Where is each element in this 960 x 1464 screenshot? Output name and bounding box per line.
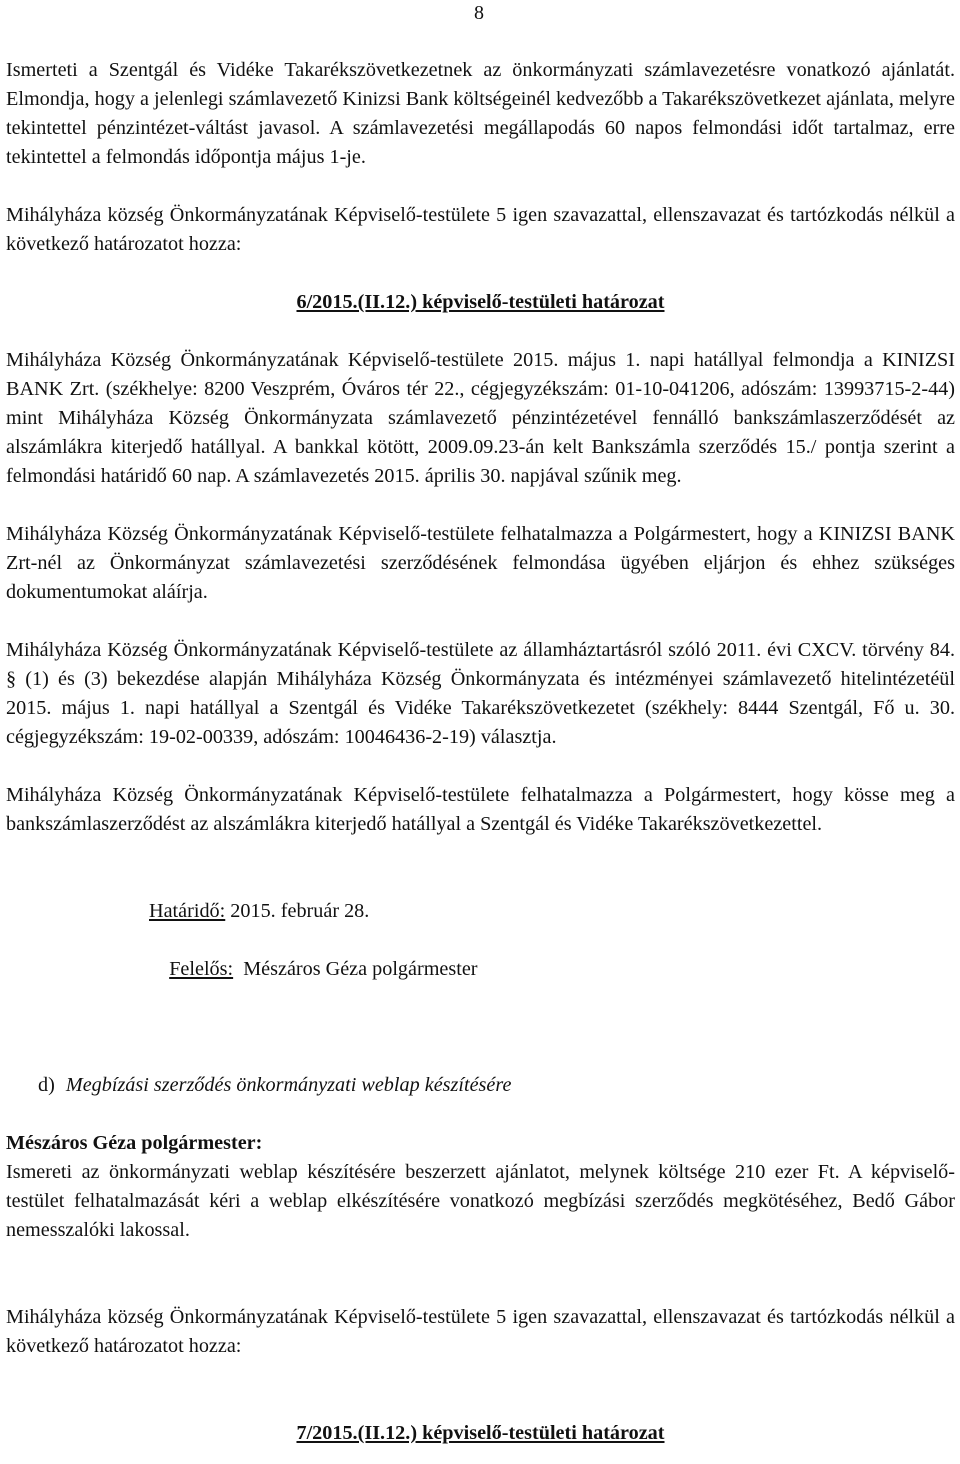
paragraph-termination: Mihályháza Község Önkormányzatának Képviselő-testülete 2015. május 1. napi hatállyal felmondja a KINIZSI BANK Zrt. (székhelye: 8200 Veszprém, Óváros tér 22., cégjegyzékszám: 01-10-041206, adószám: 13993715-2-44) mint Mihályháza Község Önkormányzata számlavezető pénzintézetével fennálló bankszámlaszerződését az alszámlákra kiterjedő hatállyal. A bankkal kötött, 2009.09.23-án kelt Bankszámla szerződés 15./ pontja szerint a felmondási határidő 60 nap. A számlavezetés 2015. április 30. napjával szűnik meg.	[6, 349, 955, 487]
responsible-value: Mészáros Géza polgármester	[233, 958, 478, 980]
deadline-label: Határidő:	[149, 900, 226, 922]
section-d-letter: d)	[38, 1074, 55, 1096]
paragraph-selection: Mihályháza Község Önkormányzatának Képviselő-testülete az államháztartásról szóló 2011. évi CXCV. törvény 84. § (1) és (3) bekezdése alapján Mihályháza Község Önkormányzata és intézményei számlavezető hitelintézetéül 2015. május 1. napi hatállyal a Szentgál és Vidéke Takarékszövetkezetet (székhely: 8444 Szentgál, Fő u. 30. cégjegyzékszám: 19-02-00339, adószám: 10046436-2-19) választja.	[6, 639, 955, 748]
page-number: 8	[474, 2, 484, 24]
deadline-line	[6, 897, 955, 926]
paragraph-authorization-1: Mihályháza Község Önkormányzatának Képviselő-testülete felhatalmazza a Polgármestert, hogy a KINIZSI BANK Zrt-nél az Önkormányzat számlavezetési szerződésének felmondása ügyében eljárjon és ehhez szükséges dokumentumokat aláírja.	[6, 523, 955, 603]
resolution-title-6: 6/2015.(II.12.) képviselő-testületi határozat	[296, 291, 665, 313]
document-body	[6, 56, 955, 1448]
paragraph-vote-1: Mihályháza község Önkormányzatának Képviselő-testülete 5 igen szavazattal, ellenszavazat és tartózkodás nélkül a következő határozatot hozza:	[6, 204, 955, 255]
resolution-title-7: 7/2015.(II.12.) képviselő-testületi határozat	[296, 1422, 665, 1444]
responsible-line	[6, 926, 955, 1013]
paragraph-vote-2: Mihályháza község Önkormányzatának Képviselő-testülete 5 igen szavazattal, ellenszavazat és tartózkodás nélkül a következő határozatot hozza:	[6, 1306, 955, 1357]
responsible-label: Felelős:	[169, 958, 234, 980]
paragraph-offer: Ismerteti a Szentgál és Vidéke Takarékszövetkezetnek az önkormányzati számlavezetésre vonatkozó ajánlatát. Elmondja, hogy a jelenlegi számlavezető Kinizsi Bank költségeinél kedvezőbb a Takarékszövetkezet ajánlata, melyre tekintettel pénzintézet-váltást javasol. A számlavezetési megállapodás 60 napos felmondási időt tartalmaz, erre tekintettel a felmondás időpontja május 1-je.	[6, 59, 955, 168]
section-d-heading	[6, 1071, 955, 1100]
paragraph-authorization-2: Mihályháza Község Önkormányzatának Képviselő-testülete felhatalmazza a Polgármestert, hogy kösse meg a bankszámlaszerződést az alszámlákra kiterjedő hatállyal a Szentgál és Vidéke Takarékszövetkezettel.	[6, 784, 955, 835]
section-d-title: Megbízási szerződés önkormányzati weblap készítésére	[65, 1074, 512, 1096]
speaker-heading: Mészáros Géza polgármester:	[6, 1132, 263, 1154]
deadline-value: 2015. február 28.	[225, 900, 370, 922]
paragraph-weblap: Ismereti az önkormányzati weblap készítésére beszerzett ajánlatot, melynek költsége 210 ezer Ft. A képviselő-testület felhatalmazását kéri a weblap elkészítésére vonatkozó megbízási szerződés megkötéséhez, Bedő Gábor nemesszalóki lakossal.	[6, 1161, 955, 1241]
